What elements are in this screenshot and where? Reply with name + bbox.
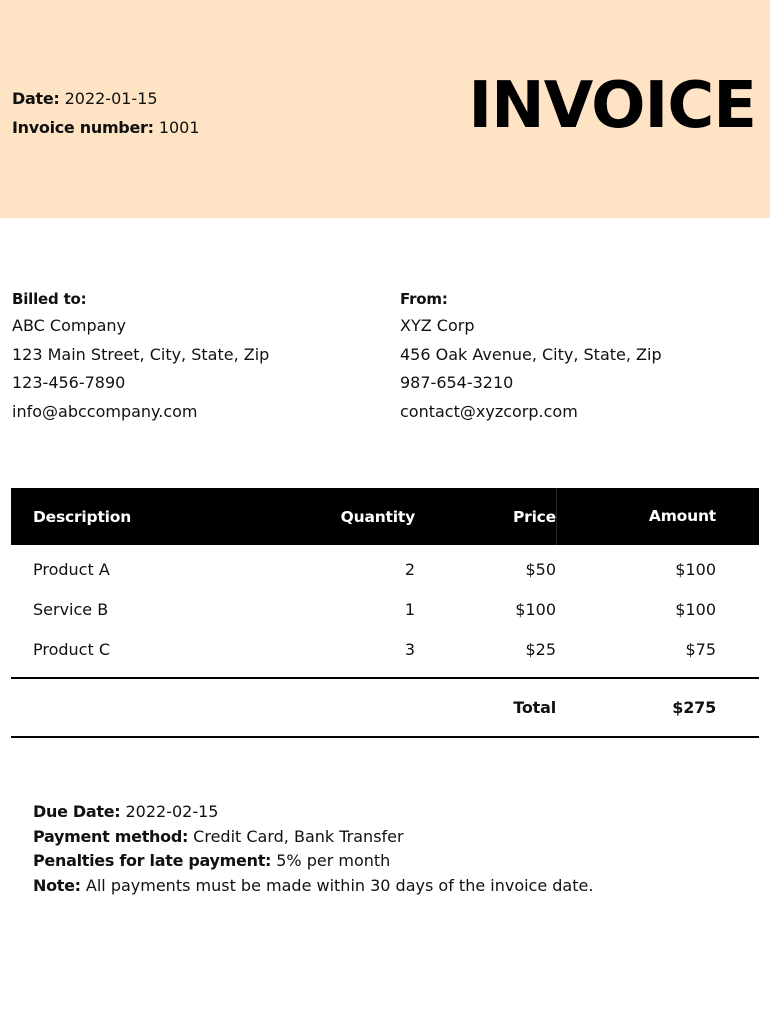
table-row [11, 550, 759, 590]
billed-to-block [12, 288, 269, 427]
table-bottom-rule [11, 736, 759, 738]
row-amount: $100 [675, 560, 716, 580]
note-line [33, 874, 593, 899]
column-header-quantity: Quantity [340, 507, 415, 526]
column-header-price: Price [512, 507, 556, 526]
row-description: Product C [33, 639, 111, 659]
table-row [11, 629, 759, 669]
total-value: $275 [672, 698, 716, 718]
billed-to-address: 123 Main Street, City, State, Zip [12, 344, 270, 364]
note-value: All payments must be made within 30 days of the invoice date. [85, 875, 594, 895]
row-amount: $100 [675, 600, 716, 620]
invoice-number-line [12, 113, 200, 142]
row-description: Service B [33, 600, 109, 620]
from-email: contact@xyzcorp.com [400, 402, 578, 422]
line-items-table [11, 488, 759, 738]
row-price: $100 [515, 600, 556, 620]
payment-method-line [33, 825, 593, 850]
from-name: XYZ Corp [400, 316, 475, 335]
invoice-meta [12, 84, 200, 142]
row-price: $50 [525, 560, 556, 580]
penalties-value: 5% per month [276, 851, 391, 870]
table-body [11, 545, 759, 669]
due-date-label: Due Date: [33, 802, 121, 821]
row-amount-cell [556, 600, 737, 619]
payment-method-value: Credit Card, Bank Transfer [193, 826, 404, 846]
payment-notes [33, 800, 593, 898]
column-header-amount-label: Amount [648, 507, 716, 525]
invoice-number-value: 1001 [158, 118, 200, 137]
header-band [0, 0, 770, 218]
column-header-description: Description [33, 507, 132, 526]
note-label: Note: [33, 875, 81, 895]
table-row [11, 590, 759, 630]
total-row [11, 679, 759, 736]
total-label: Total [513, 698, 556, 718]
total-value-cell [556, 698, 737, 717]
from-address: 456 Oak Avenue, City, State, Zip [400, 344, 662, 364]
from-heading: From: [400, 290, 448, 308]
invoice-number-label: Invoice number: [12, 118, 154, 137]
row-description: Product A [33, 560, 110, 580]
billed-to-phone: 123-456-7890 [12, 373, 126, 393]
row-amount-cell [556, 640, 737, 659]
due-date-value: 2022-02-15 [125, 802, 219, 821]
page-title: INVOICE [468, 69, 756, 143]
billed-to-heading: Billed to: [12, 290, 87, 308]
payment-method-label: Payment method: [33, 826, 189, 846]
billed-to-name: ABC Company [12, 316, 127, 335]
row-quantity: 2 [404, 560, 415, 580]
from-phone: 987-654-3210 [400, 373, 514, 393]
date-value: 2022-01-15 [64, 89, 158, 108]
row-amount: $75 [685, 639, 716, 659]
billed-to-email: info@abccompany.com [12, 402, 198, 422]
row-amount-cell [556, 560, 737, 579]
date-label: Date: [12, 89, 60, 108]
penalties-line [33, 849, 593, 874]
row-quantity: 1 [404, 600, 415, 620]
from-block [400, 288, 662, 427]
due-date-line [33, 800, 593, 825]
column-header-amount [556, 488, 737, 545]
row-quantity: 3 [404, 639, 415, 659]
penalties-label: Penalties for late payment: [33, 851, 272, 870]
table-header [11, 488, 759, 545]
row-price: $25 [525, 639, 556, 659]
date-line [12, 84, 200, 113]
